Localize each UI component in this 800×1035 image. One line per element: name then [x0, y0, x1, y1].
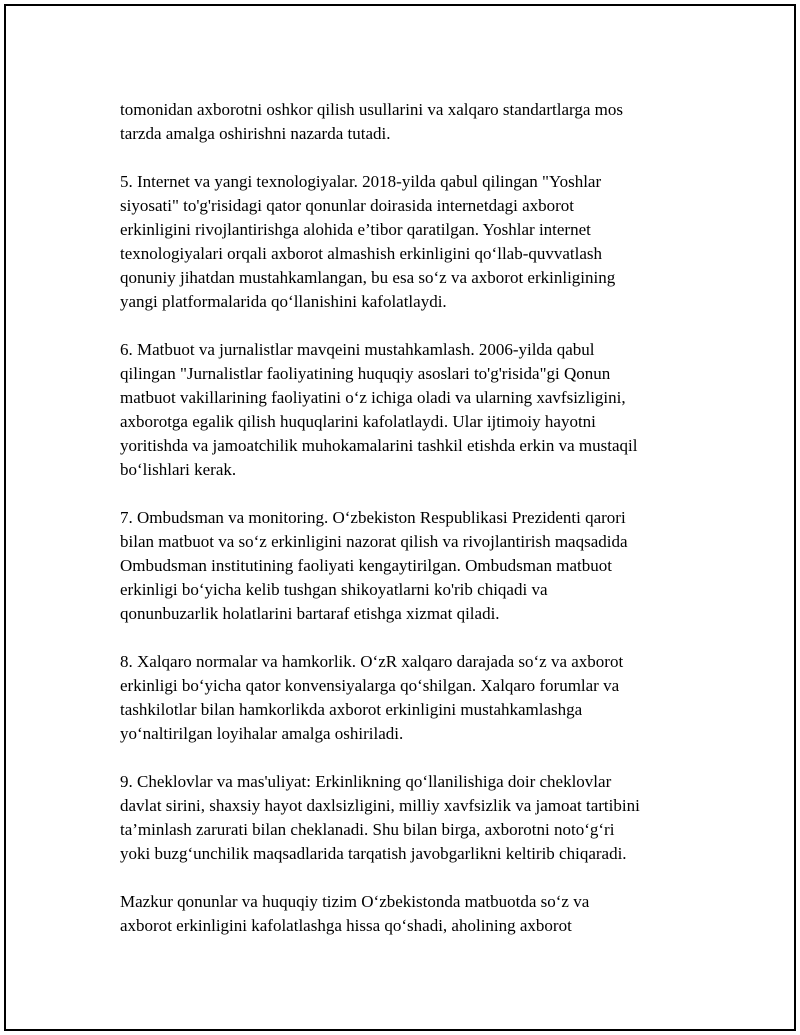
- paragraph-item-9: [120, 770, 700, 866]
- text-line: erkinligini rivojlantirishga alohida e’tibor qaratilgan. Yoshlar internet: [120, 220, 591, 239]
- text-line: davlat sirini, shaxsiy hayot daxlsizligini, milliy xavfsizlik va jamoat tartibini: [120, 796, 640, 815]
- text-line: 9. Cheklovlar va mas'uliyat: Erkinlikning qo‘llanilishiga doir cheklovlar: [120, 772, 612, 791]
- text-line: tarzda amalga oshirishni nazarda tutadi.: [120, 124, 391, 143]
- text-line: yangi platformalarida qo‘llanishini kafolatlaydi.: [120, 292, 447, 311]
- text-line: 5. Internet va yangi texnologiyalar. 2018-yilda qabul qilingan "Yoshlar: [120, 172, 602, 191]
- text-line: qilingan "Jurnalistlar faoliyatining huquqiy asoslari to'g'risida"gi Qonun: [120, 364, 611, 383]
- text-line: Ombudsman institutining faoliyati kengaytirilgan. Ombudsman matbuot: [120, 556, 612, 575]
- text-line: tashkilotlar bilan hamkorlikda axborot erkinligini mustahkamlashga: [120, 700, 583, 719]
- text-line: yoritishda va jamoatchilik muhokamalarini tashkil etishda erkin va mustaqil: [120, 436, 638, 455]
- paragraph-item-5: [120, 170, 700, 314]
- text-line: siyosati" to'g'risidagi qator qonunlar doirasida internetdagi axborot: [120, 196, 575, 215]
- text-line: bo‘lishlari kerak.: [120, 460, 237, 479]
- text-line: texnologiyalari orqali axborot almashish erkinligini qo‘llab-quvvatlash: [120, 244, 603, 263]
- text-line: Mazkur qonunlar va huquqiy tizim O‘zbekistonda matbuotda so‘z va: [120, 892, 590, 911]
- text-line: matbuot vakillarining faoliyatini o‘z ichiga oladi va ularning xavfsizligini,: [120, 388, 626, 407]
- text-line: yo‘naltirilgan loyihalar amalga oshiriladi.: [120, 724, 404, 743]
- text-line: erkinligi bo‘yicha qator konvensiyalarga qo‘shilgan. Xalqaro forumlar va: [120, 676, 620, 695]
- text-line: axborot erkinligini kafolatlashga hissa qo‘shadi, aholining axborot: [120, 916, 572, 935]
- text-line: 8. Xalqaro normalar va hamkorlik. O‘zR xalqaro darajada so‘z va axborot: [120, 652, 624, 671]
- text-line: yoki buzg‘unchilik maqsadlarida tarqatish javobgarlikni keltirib chiqaradi.: [120, 844, 627, 863]
- text-line: qonunbuzarlik holatlarini bartaraf etishga xizmat qiladi.: [120, 604, 500, 623]
- text-line: bilan matbuot va so‘z erkinligini nazorat qilish va rivojlantirish maqsadida: [120, 532, 628, 551]
- text-line: tomonidan axborotni oshkor qilish usullarini va xalqaro standartlarga mos: [120, 100, 623, 119]
- document-body: [120, 98, 700, 962]
- text-line: erkinligi bo‘yicha kelib tushgan shikoyatlarni ko'rib chiqadi va: [120, 580, 548, 599]
- text-line: 7. Ombudsman va monitoring. O‘zbekiston Respublikasi Prezidenti qarori: [120, 508, 626, 527]
- paragraph-item-8: [120, 650, 700, 746]
- text-line: ta’minlash zarurati bilan cheklanadi. Shu bilan birga, axborotni noto‘g‘ri: [120, 820, 615, 839]
- text-line: axborotga egalik qilish huquqlarini kafolatlaydi. Ular ijtimoiy hayotni: [120, 412, 596, 431]
- page-frame: [4, 4, 796, 1031]
- paragraph-continuation: [120, 98, 700, 146]
- text-line: qonuniy jihatdan mustahkamlangan, bu esa so‘z va axborot erkinligining: [120, 268, 616, 287]
- paragraph-item-6: [120, 338, 700, 482]
- paragraph-conclusion: [120, 890, 700, 938]
- text-line: 6. Matbuot va jurnalistlar mavqeini mustahkamlash. 2006-yilda qabul: [120, 340, 595, 359]
- paragraph-item-7: [120, 506, 700, 626]
